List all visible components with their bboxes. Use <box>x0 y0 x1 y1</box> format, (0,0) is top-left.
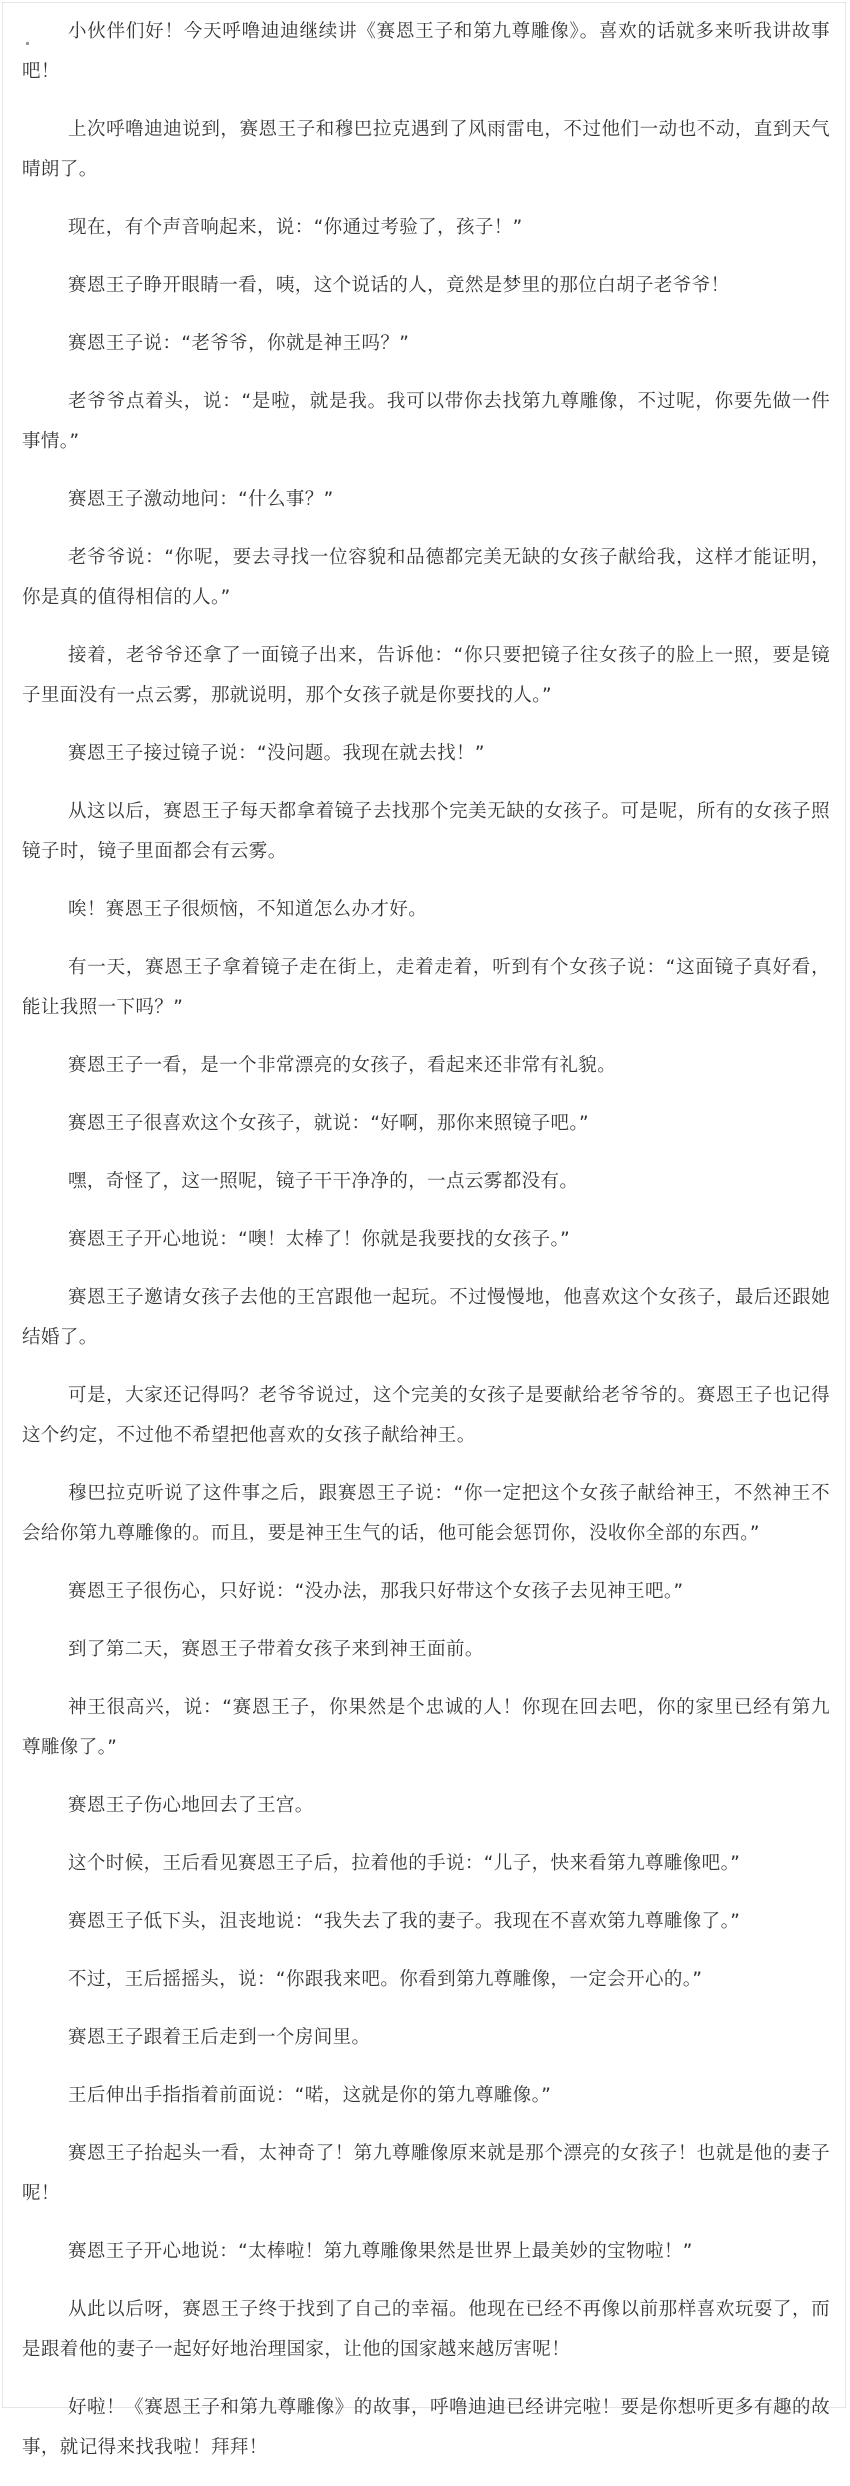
paragraph: 赛恩王子说：“老爷爷，你就是神王吗？” <box>68 333 410 354</box>
paragraph: 可是，大家还记得吗？老爷爷说过，这个完美的女孩子是要献给老爷爷的。赛恩王子也记得这个约定，不过他不希望把他喜欢的女孩子献给神王。 <box>22 1385 830 1446</box>
paragraph: 赛恩王子伤心地回去了王宫。 <box>68 1795 314 1816</box>
paragraph: 老爷爷说：“你呢，要去寻找一位容貌和品德都完美无缺的女孩子献给我，这样才能证明，你是真的值得相信的人。” <box>22 547 830 608</box>
paragraph: 上次呼噜迪迪说到，赛恩王子和穆巴拉克遇到了风雨雷电，不过他们一动也不动，直到天气晴朗了。 <box>22 119 830 180</box>
story-body <box>22 12 830 2486</box>
paragraph: 接着，老爷爷还拿了一面镜子出来，告诉他：“你只要把镜子往女孩子的脸上一照，要是镜子里面没有一点云雾，那就说明，那个女孩子就是你要找的人。” <box>22 645 830 706</box>
paragraph: 嘿，奇怪了，这一照呢，镜子干干净净的，一点云雾都没有。 <box>68 1171 579 1192</box>
paragraph: 不过，王后摇摇头，说：“你跟我来吧。你看到第九尊雕像，一定会开心的。” <box>68 1969 703 1990</box>
paragraph: 赛恩王子激动地问：“什么事？” <box>68 489 334 510</box>
paragraph: 小伙伴们好！今天呼噜迪迪继续讲《赛恩王子和第九尊雕像》。喜欢的话就多来听我讲故事吧！ <box>22 21 830 82</box>
paragraph: 赛恩王子邀请女孩子去他的王宫跟他一起玩。不过慢慢地，他喜欢这个女孩子，最后还跟她结婚了。 <box>22 1287 830 1348</box>
paragraph: 赛恩王子很伤心，只好说：“没办法，那我只好带这个女孩子去见神王吧。” <box>68 1581 684 1602</box>
paragraph: 从这以后，赛恩王子每天都拿着镜子去找那个完美无缺的女孩子。可是呢，所有的女孩子照镜子时，镜子里面都会有云雾。 <box>22 801 830 862</box>
paragraph: 现在，有个声音响起来，说：“你通过考验了，孩子！” <box>68 217 523 238</box>
paragraph: 穆巴拉克听说了这件事之后，跟赛恩王子说：“你一定把这个女孩子献给神王，不然神王不会给你第九尊雕像的。而且，要是神王生气的话，他可能会惩罚你，没收你全部的东西。” <box>22 1483 830 1544</box>
paragraph: 赛恩王子睁开眼睛一看，咦，这个说话的人，竟然是梦里的那位白胡子老爷爷！ <box>68 275 730 296</box>
paragraph: 赛恩王子开心地说：“噢！太棒了！你就是我要找的女孩子。” <box>68 1229 571 1250</box>
paragraph: 赛恩王子很喜欢这个女孩子，就说：“好啊，那你来照镜子吧。” <box>68 1113 590 1134</box>
paragraph: 好啦！《赛恩王子和第九尊雕像》的故事，呼噜迪迪已经讲完啦！要是你想听更多有趣的故事，就记得来找我啦！拜拜！ <box>22 2397 830 2458</box>
paragraph: 这个时候，王后看见赛恩王子后，拉着他的手说：“儿子，快来看第九尊雕像吧。” <box>68 1853 741 1874</box>
paragraph: 唉！赛恩王子很烦恼，不知道怎么办才好。 <box>68 899 428 920</box>
paragraph: 有一天，赛恩王子拿着镜子走在街上，走着走着，听到有个女孩子说：“这面镜子真好看，能让我照一下吗？” <box>22 957 830 1018</box>
paragraph: 赛恩王子一看，是一个非常漂亮的女孩子，看起来还非常有礼貌。 <box>68 1055 617 1076</box>
paragraph: 老爷爷点着头，说：“是啦，就是我。我可以带你去找第九尊雕像，不过呢，你要先做一件事情。” <box>22 391 830 452</box>
paragraph: 从此以后呀，赛恩王子终于找到了自己的幸福。他现在已经不再像以前那样喜欢玩耍了，而是跟着他的妻子一起好好地治理国家，让他的国家越来越厉害呢！ <box>22 2299 830 2360</box>
paragraph: 赛恩王子开心地说：“太棒啦！第九尊雕像果然是世界上最美妙的宝物啦！” <box>68 2241 693 2262</box>
paragraph: 赛恩王子抬起头一看，太神奇了！第九尊雕像原来就是那个漂亮的女孩子！也就是他的妻子呢！ <box>22 2143 830 2204</box>
paragraph: 到了第二天，赛恩王子带着女孩子来到神王面前。 <box>68 1639 484 1660</box>
paragraph: 神王很高兴，说：“赛恩王子，你果然是个忠诚的人！你现在回去吧，你的家里已经有第九尊雕像了。” <box>22 1697 830 1758</box>
paragraph: 赛恩王子低下头，沮丧地说：“我失去了我的妻子。我现在不喜欢第九尊雕像了。” <box>68 1911 741 1932</box>
paragraph: 赛恩王子跟着王后走到一个房间里。 <box>68 2027 371 2048</box>
paragraph: 赛恩王子接过镜子说：“没问题。我现在就去找！” <box>68 743 485 764</box>
paragraph: 王后伸出手指指着前面说：“喏，这就是你的第九尊雕像。” <box>68 2085 552 2106</box>
